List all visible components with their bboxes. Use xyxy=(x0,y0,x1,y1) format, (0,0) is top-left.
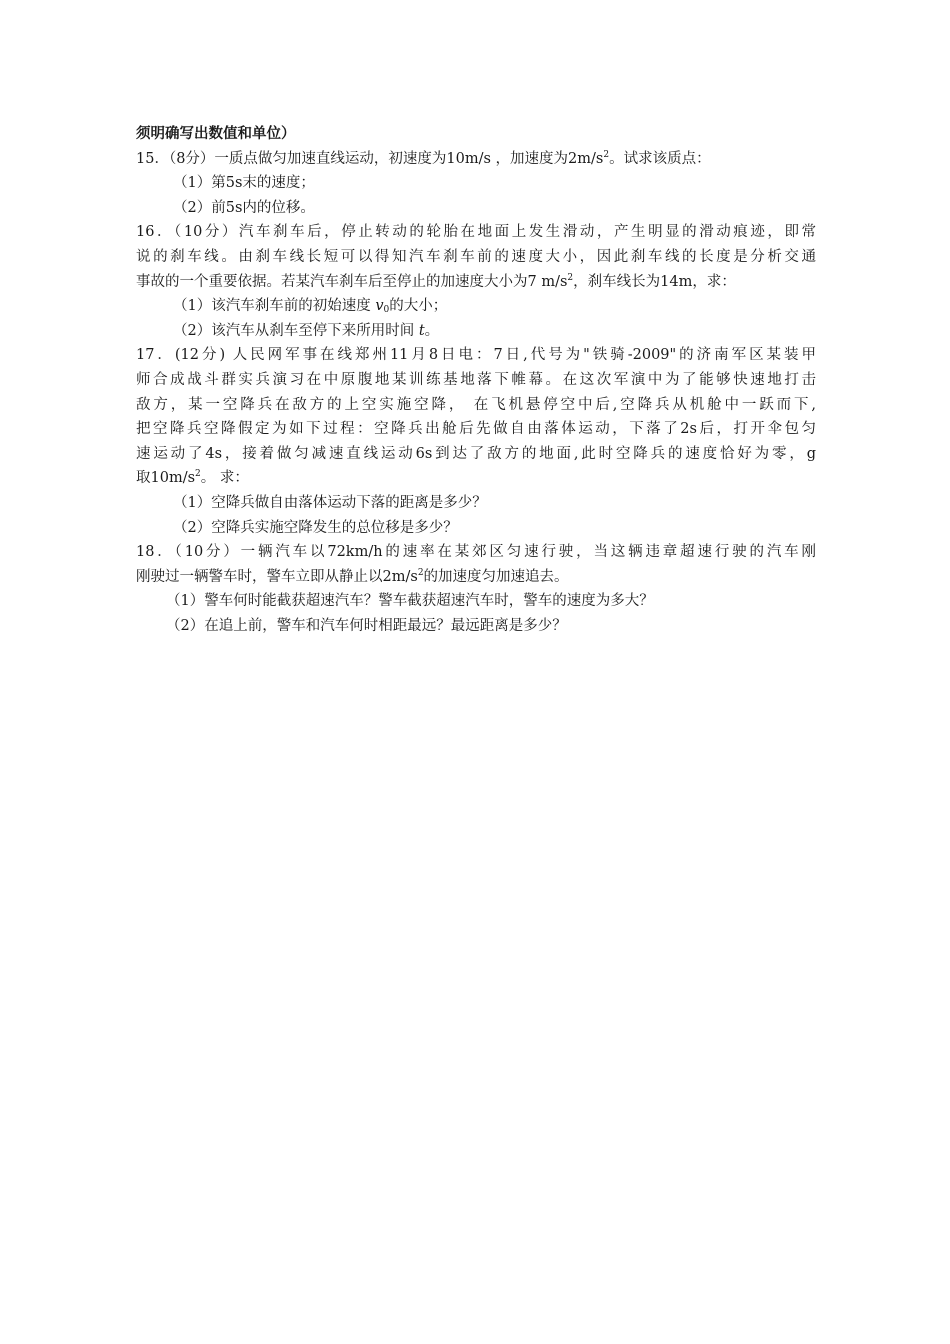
q16-exponent: 2 xyxy=(567,272,574,283)
q17-line6-text-a: 取10m/s xyxy=(136,470,196,487)
question-18-part-1: （1）警车何时能截获超速汽车？警车截获超速汽车时，警车的速度为多大？ xyxy=(166,593,654,610)
question-17-line-2: 师合成战斗群实兵演习在中原腹地某训练基地落下帷幕。在这次军演中为了能够快速地打击 xyxy=(136,371,816,388)
q15-stem-text-b: 。试求该质点： xyxy=(609,150,711,167)
question-15 xyxy=(136,147,816,221)
q16-part1-text-b: 的大小； xyxy=(389,298,448,315)
question-17 xyxy=(136,343,816,540)
instruction-tail: 须明确写出数值和单位） xyxy=(136,125,296,142)
question-15-part-1: （1）第5s末的速度； xyxy=(173,175,315,192)
q15-stem-text-a: 15．（8分）一质点做匀加速直线运动，初速度为10m/s ，加速度为2m/s xyxy=(136,150,604,167)
q17-line6-text-b: 。 求： xyxy=(200,470,249,487)
q16-variable-t: t xyxy=(418,322,425,339)
q16-variable-v: v xyxy=(375,298,384,315)
question-17-line-1: 17．(12分) 人民网军事在线郑州11月8日电：7日,代号为"铁骑-2009"的济南军区某装甲 xyxy=(136,347,816,364)
question-18-line-2 xyxy=(136,565,816,590)
question-16-line-2: 说的刹车线。由刹车线长短可以得知汽车刹车前的速度大小，因此刹车线的长度是分析交通 xyxy=(136,248,816,265)
q16-variable-subscript: 0 xyxy=(383,305,390,316)
question-18-part-2: （2）在追上前，警车和汽车何时相距最远？最远距离是多少？ xyxy=(166,617,567,634)
q16-line3-text-b: ，刹车线长为14m，求： xyxy=(573,273,736,290)
question-17-line-3: 敌方，某一空降兵在敌方的上空实施空降， 在飞机悬停空中后,空降兵从机舱中一跃而下, xyxy=(136,396,816,413)
q16-part2-text-a: （2）该汽车从刹车至停下来所用时间 xyxy=(173,322,419,339)
question-17-part-2: （2）空降兵实施空降发生的总位移是多少？ xyxy=(173,519,458,536)
question-18-line-1: 18．（10分）一辆汽车以72km/h的速率在某郊区匀速行驶，当这辆违章超速行驶的汽车刚 xyxy=(136,544,816,561)
question-17-line-4: 把空降兵空降假定为如下过程：空降兵出舱后先做自由落体运动，下落了2s后，打开伞包匀 xyxy=(136,421,816,438)
question-16 xyxy=(136,220,816,343)
q18-line2-text-b: 的加速度匀加速追去。 xyxy=(423,568,569,585)
q15-exponent: 2 xyxy=(603,149,610,160)
q18-exponent: 2 xyxy=(417,567,424,578)
question-15-stem xyxy=(136,147,816,172)
question-16-part-2 xyxy=(136,319,816,344)
document-page xyxy=(136,122,816,638)
q16-part1-text-a: （1）该汽车刹车前的初始速度 xyxy=(173,298,376,315)
q18-line2-text-a: 刚驶过一辆警车时，警车立即从静止以2m/s xyxy=(136,568,418,585)
question-17-line-6 xyxy=(136,466,816,491)
q16-line3-text-a: 事故的一个重要依据。若某汽车刹车后至停止的加速度大小为7 m/s xyxy=(136,273,568,290)
question-16-line-3 xyxy=(136,270,816,295)
question-15-part-2: （2）前5s内的位移。 xyxy=(173,199,315,216)
q16-part2-text-b: 。 xyxy=(424,322,440,339)
question-16-part-1 xyxy=(136,294,816,319)
question-17-line-5: 速运动了4s，接着做匀减速直线运动6s到达了敌方的地面,此时空降兵的速度恰好为零，g xyxy=(136,445,816,462)
question-16-line-1: 16．（10分）汽车刹车后，停止转动的轮胎在地面上发生滑动，产生明显的滑动痕迹，即常 xyxy=(136,224,816,241)
question-18 xyxy=(136,540,816,638)
question-17-part-1: （1）空降兵做自由落体运动下落的距离是多少？ xyxy=(173,494,487,511)
q17-exponent: 2 xyxy=(195,469,201,480)
